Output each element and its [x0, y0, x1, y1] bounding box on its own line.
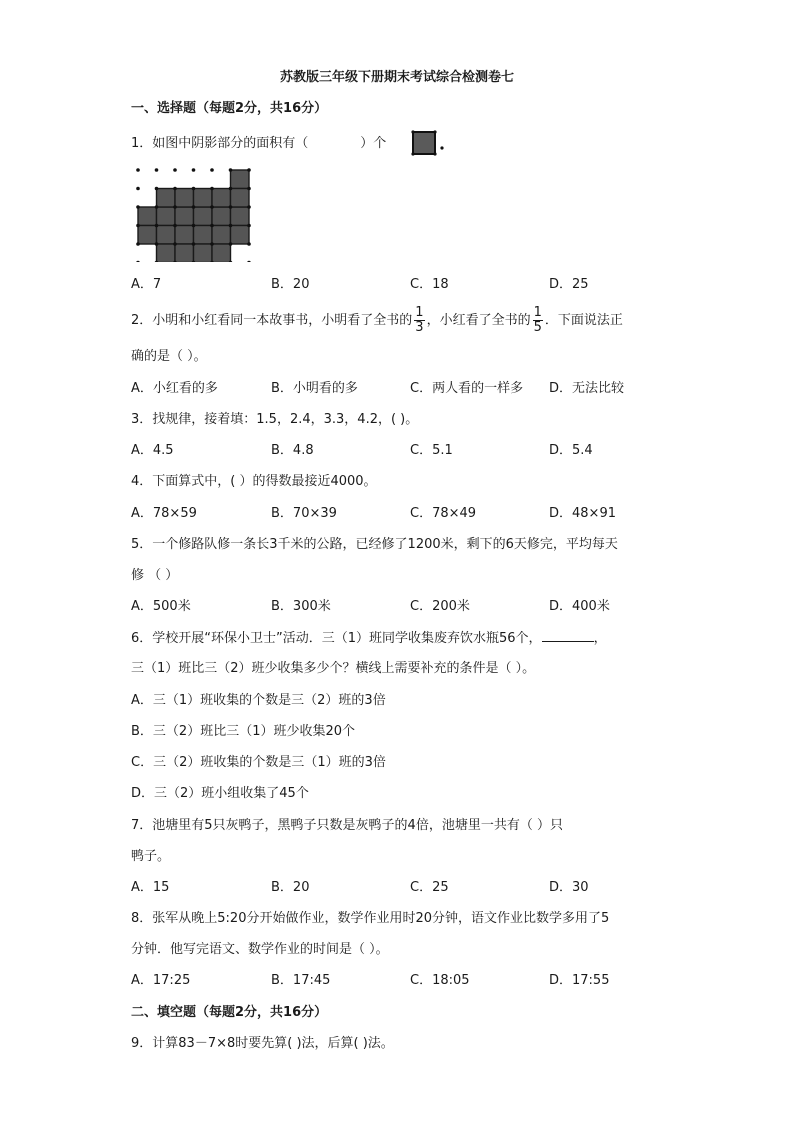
page-title: 苏教版三年级下册期末考试综合检测卷七: [279, 70, 514, 85]
q1-option-b[interactable]: B．20: [271, 277, 310, 292]
question-5: 5．一个修路队修一条长3千米的公路，已经修了1200米，剩下的6天修完，平均每天: [131, 537, 618, 552]
grid-dot: [247, 261, 251, 262]
question-6-text-a: 6．学校开展“环保小卫士”活动．三（1）班同学收集废弃饮水瓶56个，: [131, 631, 542, 646]
shaded-cell: [175, 207, 194, 226]
q4-option-b[interactable]: B．70×39: [271, 506, 337, 521]
shaded-cell: [175, 244, 194, 262]
question-2-text-a: 2．小明和小红看同一本故事书，小明看了全书的: [131, 313, 413, 328]
q3-option-c[interactable]: C．5.1: [410, 443, 453, 458]
grid-dot: [173, 224, 177, 228]
grid-dot: [173, 205, 177, 209]
shaded-cell: [231, 226, 250, 245]
question-1-text-b: ）个: [360, 136, 387, 151]
grid-dot: [136, 168, 140, 172]
section-1-heading: 一、选择题（每题2分，共16分）: [131, 101, 328, 116]
q5-option-c[interactable]: C．200米: [410, 599, 470, 614]
q4-option-d[interactable]: D．48×91: [549, 506, 616, 521]
shaded-cell: [157, 207, 176, 226]
question-6-line-2: 三（1）班比三（2）班少收集多少个？横线上需要补充的条件是（ ）。: [131, 661, 536, 676]
q8-option-c[interactable]: C．18:05: [410, 973, 470, 988]
grid-dot: [155, 168, 159, 172]
q6-option-d[interactable]: D．三（2）班小组收集了45个: [131, 786, 309, 801]
shaded-cell: [231, 189, 250, 208]
section-2-heading: 二、填空题（每题2分，共16分）: [131, 1005, 328, 1020]
grid-dot: [210, 242, 214, 246]
q5-option-b[interactable]: B．300米: [271, 599, 331, 614]
question-8-line-2: 分钟．他写完语文、数学作业的时间是（ ）。: [131, 942, 389, 957]
grid-dot: [210, 205, 214, 209]
grid-dot: [247, 205, 251, 209]
q2-option-c[interactable]: C．两人看的一样多: [410, 381, 524, 396]
grid-dot: [210, 224, 214, 228]
grid-dot: [210, 168, 214, 172]
shaded-cell: [138, 226, 157, 245]
grid-dot: [192, 224, 196, 228]
grid-dot: [173, 187, 177, 191]
q2-option-b[interactable]: B．小明看的多: [271, 381, 358, 396]
grid-dot: [192, 242, 196, 246]
q5-option-a[interactable]: A．500米: [131, 599, 191, 614]
grid-dot: [229, 205, 233, 209]
question-7-line-2: 鸭子。: [131, 849, 171, 864]
q1-option-d[interactable]: D．25: [549, 277, 589, 292]
grid-dot: [210, 187, 214, 191]
question-2-text-c: ．下面说法正: [544, 313, 623, 328]
grid-dot: [229, 187, 233, 191]
q6-option-b[interactable]: B．三（2）班比三（1）班少收集20个: [131, 724, 356, 739]
q7-option-d[interactable]: D．30: [549, 880, 589, 895]
shaded-cell: [157, 244, 176, 262]
q3-option-b[interactable]: B．4.8: [271, 443, 314, 458]
q5-option-d[interactable]: D．400米: [549, 599, 610, 614]
q7-option-a[interactable]: A．15: [131, 880, 170, 895]
grid-dot: [155, 224, 159, 228]
grid-dot: [229, 168, 233, 172]
q7-option-c[interactable]: C．25: [410, 880, 449, 895]
fraction-1-5: $\frac{1}{5}$: [533, 305, 542, 335]
shaded-cell: [194, 207, 213, 226]
grid-dot: [173, 168, 177, 172]
unit-square-icon: [411, 130, 447, 156]
grid-dot: [247, 242, 251, 246]
q4-option-c[interactable]: C．78×49: [410, 506, 477, 521]
grid-dot: [229, 242, 233, 246]
shaded-cell: [194, 244, 213, 262]
question-6-text-b: ，: [593, 631, 607, 646]
shaded-cell: [212, 226, 231, 245]
question-7: 7．池塘里有5只灰鸭子，黑鸭子只数是灰鸭子的4倍，池塘里一共有（ ）只: [131, 818, 563, 833]
q3-option-d[interactable]: D．5.4: [549, 443, 593, 458]
shaded-cell: [194, 189, 213, 208]
q8-option-d[interactable]: D．17:55: [549, 973, 610, 988]
q8-option-b[interactable]: B．17:45: [271, 973, 331, 988]
question-4: 4．下面算式中，( ）的得数最接近4000。: [131, 474, 377, 489]
q4-option-a[interactable]: A．78×59: [131, 506, 197, 521]
grid-dot: [155, 187, 159, 191]
q8-option-a[interactable]: A．17:25: [131, 973, 191, 988]
grid-dot: [136, 224, 140, 228]
question-2-text-b: ，小红看了全书的: [426, 313, 531, 328]
question-2: [131, 306, 623, 336]
grid-dot: [247, 224, 251, 228]
grid-dot: [229, 224, 233, 228]
question-1: [131, 135, 435, 153]
shaded-cell: [157, 189, 176, 208]
shaded-cell: [231, 207, 250, 226]
grid-dot: [173, 242, 177, 246]
q3-option-a[interactable]: A．4.5: [131, 443, 174, 458]
grid-dot: [247, 168, 251, 172]
question-6: [131, 629, 607, 648]
q7-option-b[interactable]: B．20: [271, 880, 310, 895]
shaded-cell: [231, 170, 250, 189]
grid-dot: [192, 187, 196, 191]
grid-dot: [136, 205, 140, 209]
shaded-cell: [194, 226, 213, 245]
question-9: 9．计算83－7×8时要先算( )法，后算( )法。: [131, 1036, 394, 1051]
grid-dot: [136, 261, 140, 262]
q1-option-a[interactable]: A．7: [131, 277, 162, 292]
question-2-line-2: 确的是（ ）。: [131, 349, 207, 364]
shaded-cell: [175, 226, 194, 245]
shaded-cell: [175, 189, 194, 208]
question-3: 3．找规律，接着填：1.5，2.4，3.3，4.2，( )。: [131, 412, 419, 427]
grid-dot: [155, 242, 159, 246]
q6-option-a[interactable]: A．三（1）班收集的个数是三（2）班的3倍: [131, 693, 386, 708]
fraction-1-3: $\frac{1}{3}$: [415, 305, 424, 335]
question-5-line-2: 修 （ ）: [131, 568, 179, 583]
question-1-text-a: 1．如图中阴影部分的面积有（: [131, 136, 309, 151]
grid-dot: [247, 187, 251, 191]
grid-dot: [136, 242, 140, 246]
q2-option-d[interactable]: D．无法比较: [549, 381, 625, 396]
grid-dot: [155, 205, 159, 209]
shaded-cell: [212, 244, 231, 262]
grid-dot: [192, 168, 196, 172]
q2-option-a[interactable]: A．小红看的多: [131, 381, 218, 396]
question-8: 8．张军从晚上5:20分开始做作业，数学作业用时20分钟，语文作业比数学多用了5: [131, 911, 610, 926]
shaded-cell: [157, 226, 176, 245]
grid-dot: [136, 187, 140, 191]
shaded-cell: [138, 207, 157, 226]
grid-dot: [192, 205, 196, 209]
shaded-cell: [212, 189, 231, 208]
shaded-cell: [212, 207, 231, 226]
q1-option-c[interactable]: C．18: [410, 277, 449, 292]
q6-option-c[interactable]: C．三（2）班收集的个数是三（1）班的3倍: [131, 755, 386, 770]
shaded-area-figure: [134, 166, 254, 262]
answer-underline: [542, 629, 594, 642]
